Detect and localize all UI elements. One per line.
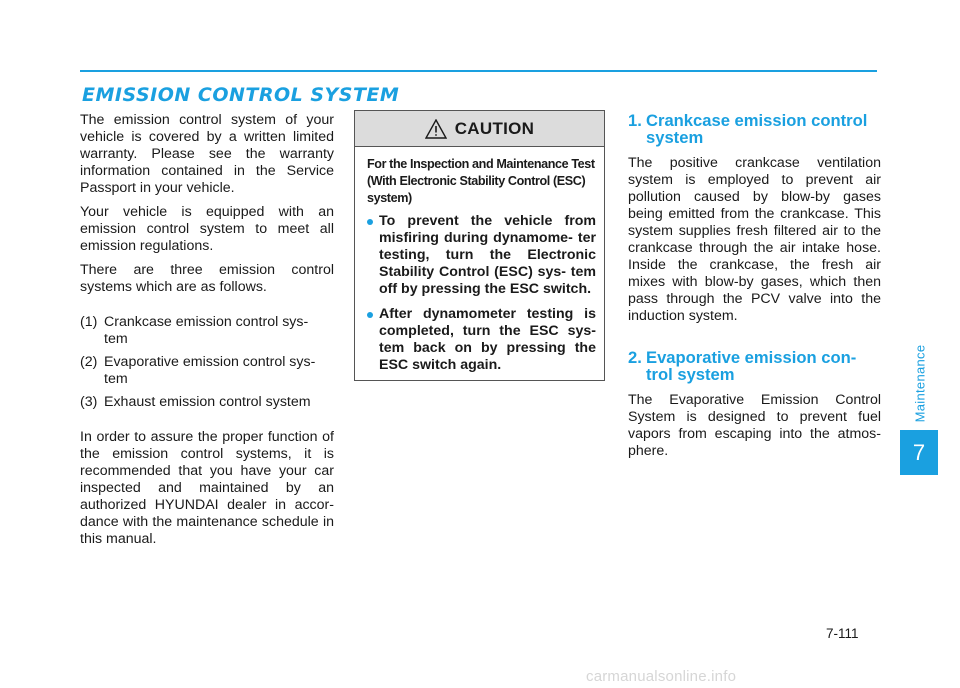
caution-bullets	[367, 213, 596, 374]
left-column	[80, 112, 334, 555]
bullet-dot-icon	[367, 312, 373, 318]
list-item: (3) Exhaust emission control system	[80, 394, 311, 410]
top-rule	[80, 70, 877, 72]
section-title: EMISSION CONTROL SYSTEM	[82, 84, 400, 106]
intro-paragraph: The emission control system of your vehicle is covered by a written limited warranty. Please see the warranty information contained in the Service Passport in your vehicle.	[80, 112, 334, 196]
systems-paragraph: There are three emission control systems which are as follows.	[80, 262, 334, 295]
equipment-paragraph: Your vehicle is equipped with an emission control system to meet all emission regulations.	[80, 204, 334, 254]
list-item: (1) Crankcase emission control sys- tem	[80, 314, 309, 347]
systems-list	[80, 314, 334, 411]
warning-triangle-icon	[425, 119, 447, 139]
chapter-tab-label: Maintenance	[912, 344, 928, 422]
evaporative-heading: 2. Evaporative emission con- trol system	[628, 348, 857, 384]
caution-header	[355, 111, 604, 147]
page-number: 7-111	[826, 626, 859, 641]
list-item: To prevent the vehicle from misfiring during dynamome- ter testing, turn the Electronic Stability Control (ESC) sys- tem off by pressing the ESC switch.	[367, 213, 596, 298]
caution-body	[355, 147, 604, 374]
caution-intro: For the Inspection and Maintenance Test (With Electronic Stability Control (ESC) system)	[367, 157, 595, 205]
crankcase-paragraph: The positive crankcase ventilation system is employed to prevent air pollution caused by blow-by gases being emitted from the crankcase. This system supplies fresh filtered air to the crankcase through the air intake hose. Inside the crankcase, the fresh air mixes with blow-by gases, which then pass through the PCV valve into the induction system.	[628, 155, 881, 324]
right-column	[628, 112, 881, 467]
evaporative-paragraph: The Evaporative Emission Control System is designed to prevent fuel vapors from escaping into the atmos- phere.	[628, 392, 881, 459]
crankcase-heading: 1. Crankcase emission control system	[628, 111, 868, 147]
caution-title: CAUTION	[454, 118, 535, 138]
inspection-paragraph: In order to assure the proper function of the emission control systems, it is recommended that you have your car inspected and maintained by an authorized HYUNDAI dealer in accor- dance with the maintenance schedule in this manual.	[80, 429, 334, 547]
list-item: After dynamometer testing is completed, turn the ESC sys- tem back on by pressing the ESC switch again.	[367, 306, 596, 374]
list-item: (2) Evaporative emission control sys- tem	[80, 354, 316, 387]
bullet-dot-icon	[367, 219, 373, 225]
caution-box	[354, 110, 605, 381]
watermark: carmanualsonline.info	[586, 668, 737, 685]
chapter-number-tab: 7	[900, 430, 938, 475]
